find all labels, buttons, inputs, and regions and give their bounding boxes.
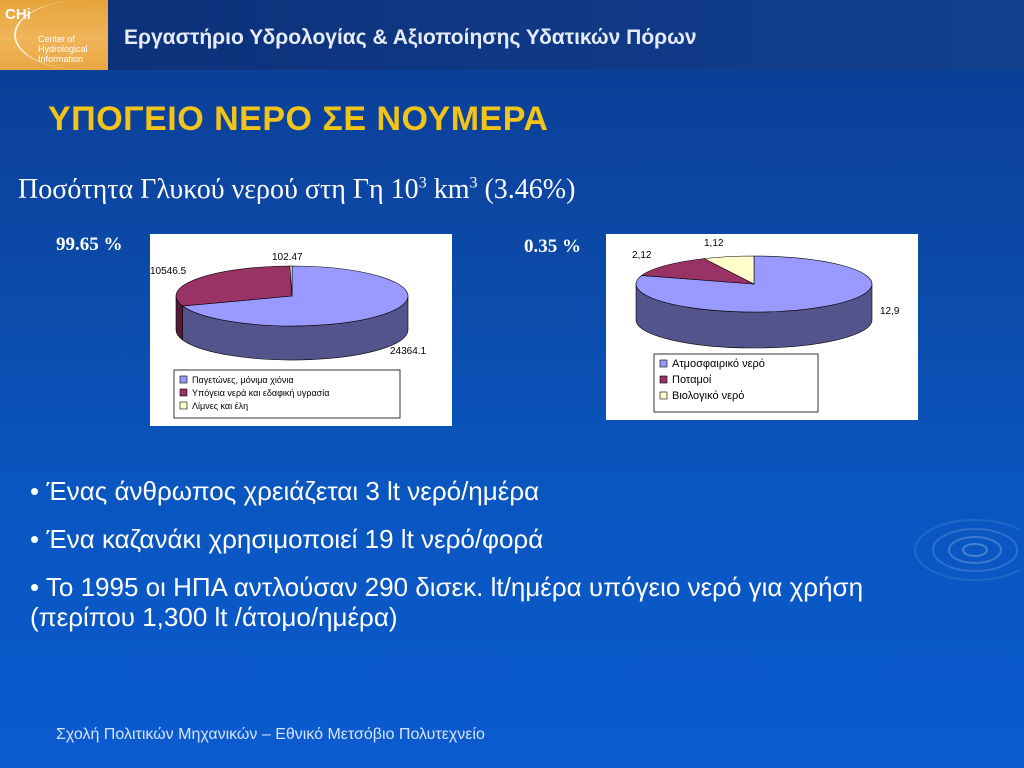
left-percent: 99.65 % bbox=[56, 234, 123, 255]
right-percent: 0.35 % bbox=[524, 236, 581, 257]
lab-title: Εργαστήριο Υδρολογίας & Αξιοποίησης Υδατικών Πόρων bbox=[124, 26, 697, 49]
chart-legend bbox=[654, 354, 818, 412]
bullet-item: • Ένα καζανάκι χρησιμοποιεί 19 lt νερό/φορά bbox=[30, 524, 544, 554]
slice-value-label: 12,9 bbox=[880, 306, 900, 317]
logo-line-3: Information bbox=[38, 54, 84, 64]
slide-heading: ΥΠΟΓΕΙΟ ΝΕΡΟ ΣΕ ΝΟΥΜΕΡΑ bbox=[48, 100, 549, 138]
chart-right bbox=[606, 234, 918, 420]
water-ripple-decoration bbox=[900, 500, 1020, 610]
bullet-item: • Το 1995 οι ΗΠΑ αντλούσαν 290 δισεκ. lt/ημέρα υπόγειο νερό για χρήση (περίπου 1,300 lt /άτομο/ημέρα) bbox=[30, 572, 864, 632]
legend-label: Ποταμοί bbox=[672, 374, 712, 386]
legend-label: Παγετώνες, μόνιμα χιόνια bbox=[192, 375, 294, 385]
logo-abbr: CHi bbox=[5, 6, 31, 23]
legend-swatch bbox=[660, 360, 667, 367]
chart-left bbox=[150, 234, 452, 426]
logo-line-2: Hydrological bbox=[38, 44, 88, 54]
legend-label: Λίμνες και έλη bbox=[192, 401, 249, 411]
chi-logo bbox=[0, 0, 108, 70]
slice-value-label: 24364.1 bbox=[390, 346, 427, 357]
bullet-list bbox=[30, 476, 930, 650]
legend-swatch bbox=[180, 389, 187, 396]
pie-chart-right bbox=[606, 234, 918, 420]
subtitle-sup-2: 3 bbox=[469, 174, 478, 192]
slice-value-label: 10546.5 bbox=[150, 266, 187, 277]
subtitle-text-3: (3.46%) bbox=[477, 174, 576, 205]
slice-value-label: 102.47 bbox=[272, 252, 303, 263]
legend-swatch bbox=[660, 392, 667, 399]
legend-swatch bbox=[180, 376, 187, 383]
slice-value-label: 2,12 bbox=[632, 250, 652, 261]
footer-text: Σχολή Πολιτικών Μηχανικών – Εθνικό Μετσόβιο Πολυτεχνείο bbox=[56, 726, 485, 743]
pie-chart-left bbox=[150, 234, 452, 426]
legend-label: Ατμοσφαιρικό νερό bbox=[672, 358, 765, 370]
legend-swatch bbox=[180, 402, 187, 409]
legend-label: Υπόγεια νερά και εδαφική υγρασία bbox=[192, 388, 330, 398]
legend-label: Βιολογικό νερό bbox=[672, 390, 745, 402]
slice-value-label: 1,12 bbox=[704, 238, 724, 249]
slide-subtitle bbox=[18, 174, 575, 206]
subtitle-text-2: km bbox=[426, 174, 470, 205]
logo-text bbox=[38, 34, 88, 64]
legend-swatch bbox=[660, 376, 667, 383]
bullet-item: • Ένας άνθρωπος χρειάζεται 3 lt νερό/ημέρα bbox=[30, 476, 540, 506]
logo-line-1: Center of bbox=[38, 34, 76, 44]
subtitle-text-1: Ποσότητα Γλυκού νερού στη Γη 10 bbox=[18, 174, 419, 205]
chart-legend bbox=[174, 370, 400, 418]
subtitle-sup-1: 3 bbox=[418, 174, 427, 192]
